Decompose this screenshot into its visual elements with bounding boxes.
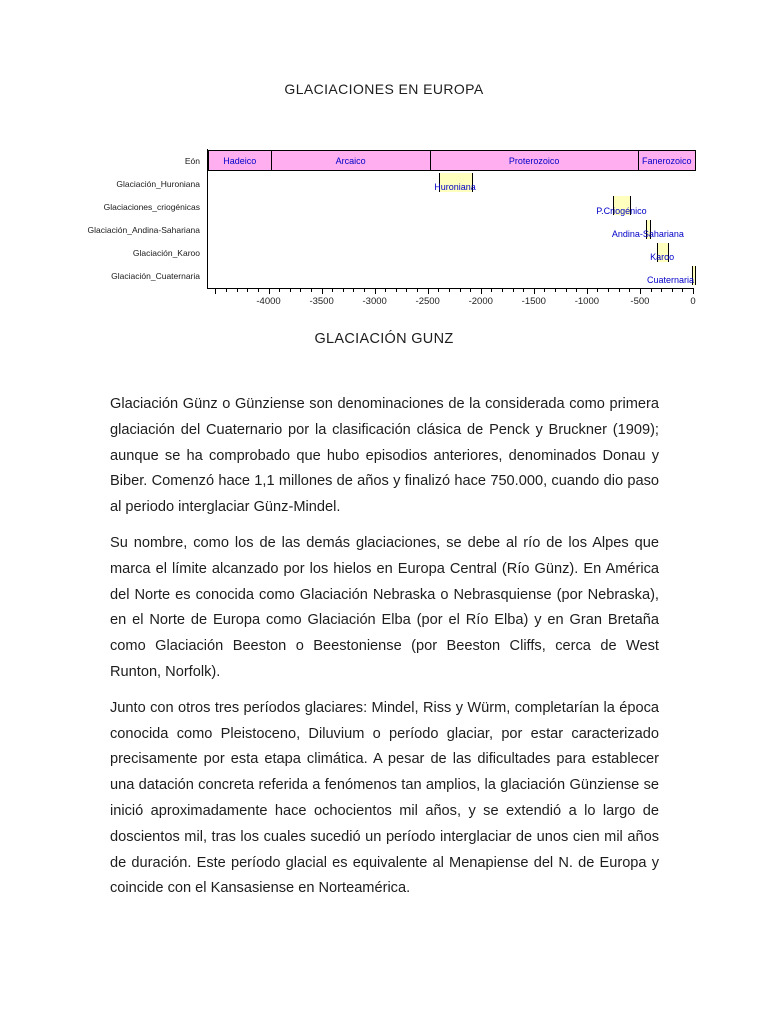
- chart-x-axis: [207, 289, 696, 313]
- chart-row-label: Glaciación_Huroniana: [116, 178, 200, 189]
- glaciation-bar-label: Karoo: [650, 251, 675, 262]
- axis-minor-tick: [438, 289, 439, 292]
- chart-row-label: Glaciación_Andina-Sahariana: [87, 225, 200, 236]
- axis-major-tick: [640, 289, 641, 294]
- axis-minor-tick: [449, 289, 450, 292]
- axis-minor-tick: [460, 289, 461, 292]
- axis-minor-tick: [544, 289, 545, 292]
- glaciation-bar-label: Andina-Sahariana: [611, 228, 684, 239]
- chart-row-label: Glaciaciones_criogénicas: [103, 201, 200, 212]
- axis-minor-tick: [406, 289, 407, 292]
- axis-major-tick: [269, 289, 270, 294]
- axis-minor-tick: [247, 289, 248, 292]
- section-title: GLACIACIÓN GUNZ: [314, 331, 454, 347]
- axis-minor-tick: [566, 289, 567, 292]
- glaciation-bar-label: P.Criogénico: [596, 205, 647, 216]
- page-title: GLACIACIONES EN EUROPA: [284, 81, 484, 97]
- axis-minor-tick: [237, 289, 238, 292]
- axis-minor-tick: [417, 289, 418, 292]
- axis-major-tick: [428, 289, 429, 294]
- axis-major-tick: [587, 289, 588, 294]
- axis-minor-tick: [396, 289, 397, 292]
- chart-row-labels: [0, 149, 204, 288]
- axis-tick-label: -500: [630, 296, 650, 307]
- axis-minor-tick: [290, 289, 291, 292]
- axis-minor-tick: [502, 289, 503, 292]
- axis-tick-label: -3000: [362, 296, 387, 307]
- chart-row-label: Glaciación_Cuaternaria: [111, 271, 200, 282]
- chart-row-label: Eón: [184, 155, 200, 166]
- axis-minor-tick: [576, 289, 577, 292]
- axis-tick-label: -2500: [415, 296, 440, 307]
- axis-tick-label: 0: [690, 296, 696, 307]
- glaciation-chart: [0, 149, 768, 314]
- axis-minor-tick: [597, 289, 598, 292]
- axis-minor-tick: [513, 289, 514, 292]
- axis-minor-tick: [300, 289, 301, 292]
- axis-major-tick: [693, 289, 694, 294]
- axis-tick-label: -4000: [256, 296, 281, 307]
- axis-tick-label: -3500: [309, 296, 334, 307]
- eon-segment: Hadeico: [223, 155, 257, 166]
- axis-minor-tick: [258, 289, 259, 292]
- paragraph: Junto con otros tres períodos glaciares: Mindel, Riss y Würm, completarían la época conocida como Pleistoceno, Diluvium o período glaciar, por estar caracterizado precisamente por esta etapa climática. A pesar de las dificultades para establecer una datación concreta referida a fenómenos tan amplios, la glaciación Günziense se inició aproximadamente hace ochocientos mil años, y se extendió a lo largo de doscientos mil, tras los cuales sucedió un período interglaciar de unos cien mil años de duración. Este período glacial es equivalente al Menapiense del N. de Europa y coincide con el Kansasiense en Norteamérica.: [110, 699, 659, 897]
- axis-major-tick: [322, 289, 323, 294]
- axis-minor-tick: [555, 289, 556, 292]
- axis-minor-tick: [364, 289, 365, 292]
- axis-minor-tick: [608, 289, 609, 292]
- axis-minor-tick: [619, 289, 620, 292]
- chart-plot-area: [207, 149, 694, 289]
- axis-major-tick: [481, 289, 482, 294]
- axis-tick-label: -2000: [468, 296, 493, 307]
- axis-minor-tick: [629, 289, 630, 292]
- glaciation-bar-label: Cuaternaria: [647, 275, 695, 285]
- axis-minor-tick: [661, 289, 662, 292]
- glaciation-bar-label: Huroniana: [434, 182, 476, 193]
- paragraph: Su nombre, como los de las demás glaciaciones, se debe al río de los Alpes que marca el límite alcanzado por los hielos en Europa Central (Río Günz). En América del Norte es conocida como Glaciación Nebraska o Nebrasquiense (por Nebraska), en el Norte de Europa como Glaciación Elba (por el Río Elba) y en Gran Bretaña como Glaciación Beeston o Beestoniense (por Beeston Cliffs, cerca de West Runton, Norfolk).: [110, 534, 659, 680]
- axis-major-tick: [534, 289, 535, 294]
- chart-row-label: Glaciación_Karoo: [132, 248, 200, 259]
- axis-major-tick: [215, 289, 216, 294]
- axis-minor-tick: [523, 289, 524, 292]
- eon-segment: Arcaico: [271, 151, 430, 170]
- article-body: [110, 392, 659, 912]
- axis-minor-tick: [332, 289, 333, 292]
- axis-minor-tick: [226, 289, 227, 292]
- axis-minor-tick: [343, 289, 344, 292]
- axis-minor-tick: [672, 289, 673, 292]
- eon-segment: Fanerozoico: [638, 151, 695, 170]
- eon-bar: [208, 150, 696, 171]
- axis-tick-label: -1500: [521, 296, 546, 307]
- paragraph: Glaciación Günz o Günziense son denominaciones de la considerada como primera glaciación del Cuaternario por la clasificación clásica de Penck y Bruckner (1909); aunque se ha comprobado que hubo episodios anteriores, denominados Donau y Biber. Comenzó hace 1,1 millones de años y finalizó hace 750.000, cuando dio paso al periodo interglaciar Günz-Mindel.: [110, 396, 659, 516]
- axis-minor-tick: [311, 289, 312, 292]
- axis-minor-tick: [651, 289, 652, 292]
- axis-minor-tick: [385, 289, 386, 292]
- axis-minor-tick: [353, 289, 354, 292]
- axis-minor-tick: [470, 289, 471, 292]
- axis-minor-tick: [682, 289, 683, 292]
- axis-minor-tick: [491, 289, 492, 292]
- axis-tick-label: -1000: [574, 296, 600, 307]
- axis-minor-tick: [279, 289, 280, 292]
- axis-major-tick: [375, 289, 376, 294]
- eon-segment: Proterozoico: [430, 151, 638, 170]
